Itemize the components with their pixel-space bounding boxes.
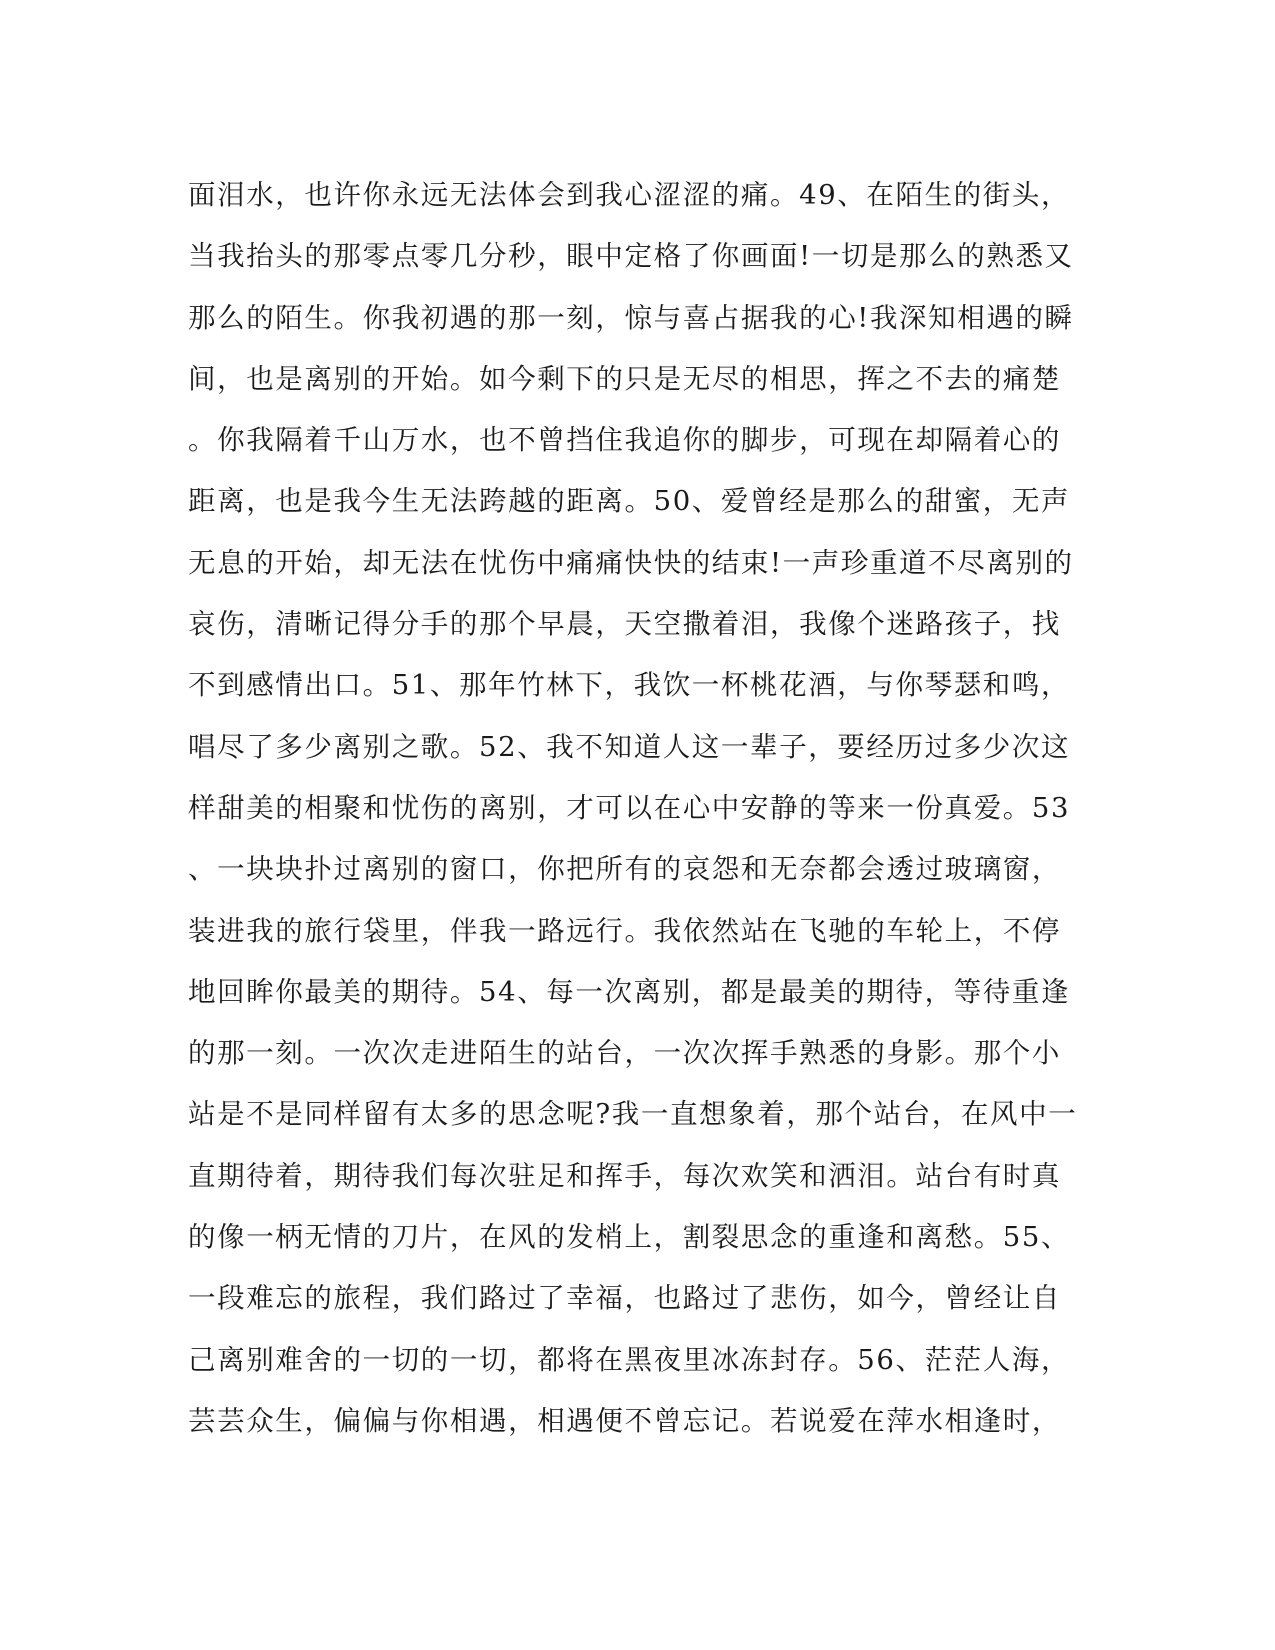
text-line: 一段难忘的旅程，我们路过了幸福，也路过了悲伤，如今，曾经让自: [188, 1282, 1061, 1315]
text-line: 不到感情出口。51、那年竹林下，我饮一杯桃花酒，与你琴瑟和鸣，: [188, 669, 1071, 702]
text-line: 。你我隔着千山万水，也不曾挡住我追你的脚步，可现在却隔着心的: [188, 424, 1061, 457]
text-line: 距离，也是我今生无法跨越的距离。50、爱曾经是那么的甜蜜，无声: [188, 485, 1071, 518]
text-line: 、一块块扑过离别的窗口，你把所有的哀怨和无奈都会透过玻璃窗，: [188, 853, 1061, 886]
text-line: 唱尽了多少离别之歌。52、我不知道人这一辈子，要经历过多少次这: [188, 730, 1071, 763]
text-line: 面泪水，也许你永远无法体会到我心涩涩的痛。49、在陌生的街头，: [188, 179, 1071, 211]
text-line: 己离别难舍的一切的一切，都将在黑夜里冰冻封存。56、茫茫人海，: [188, 1343, 1071, 1376]
text-line: 样甜美的相聚和忧伤的离别，才可以在心中安静的等来一份真爱。53: [188, 791, 1071, 824]
text-line: 直期待着，期待我们每次驻足和挥手，每次欢笑和洒泪。站台有时真: [188, 1159, 1061, 1192]
text-line: 无息的开始，却无法在忧伤中痛痛快快的结束!一声珍重道不尽离别的: [188, 546, 1074, 579]
text-line: 间，也是离别的开始。如今剩下的只是无尽的相思，挥之不去的痛楚: [188, 362, 1061, 395]
text-line: 那么的陌生。你我初遇的那一刻，惊与喜占据我的心!我深知相遇的瞬: [188, 301, 1074, 334]
text-line: 哀伤，清晰记得分手的那个早晨，天空撒着泪，我像个迷路孩子，找: [188, 608, 1061, 641]
text-line: 地回眸你最美的期待。54、每一次离别，都是最美的期待，等待重逢: [188, 975, 1071, 1008]
text-line: 站是不是同样留有太多的思念呢?我一直想象着，那个站台，在风中一: [188, 1098, 1078, 1131]
text-line: 芸芸众生，偏偏与你相遇，相遇便不曾忘记。若说爱在萍水相逢时，: [188, 1404, 1061, 1437]
text-line: 的像一柄无情的刀片，在风的发梢上，割裂思念的重逢和离愁。55、: [188, 1221, 1071, 1254]
text-line: 的那一刻。一次次走进陌生的站台，一次次挥手熟悉的身影。那个小: [188, 1037, 1061, 1070]
body-text: [188, 165, 1078, 1452]
text-line: 装进我的旅行袋里，伴我一路远行。我依然站在飞驰的车轮上，不停: [188, 914, 1061, 947]
text-line: 当我抬头的那零点零几分秒，眼中定格了你画面!一切是那么的熟悉又: [188, 240, 1074, 273]
